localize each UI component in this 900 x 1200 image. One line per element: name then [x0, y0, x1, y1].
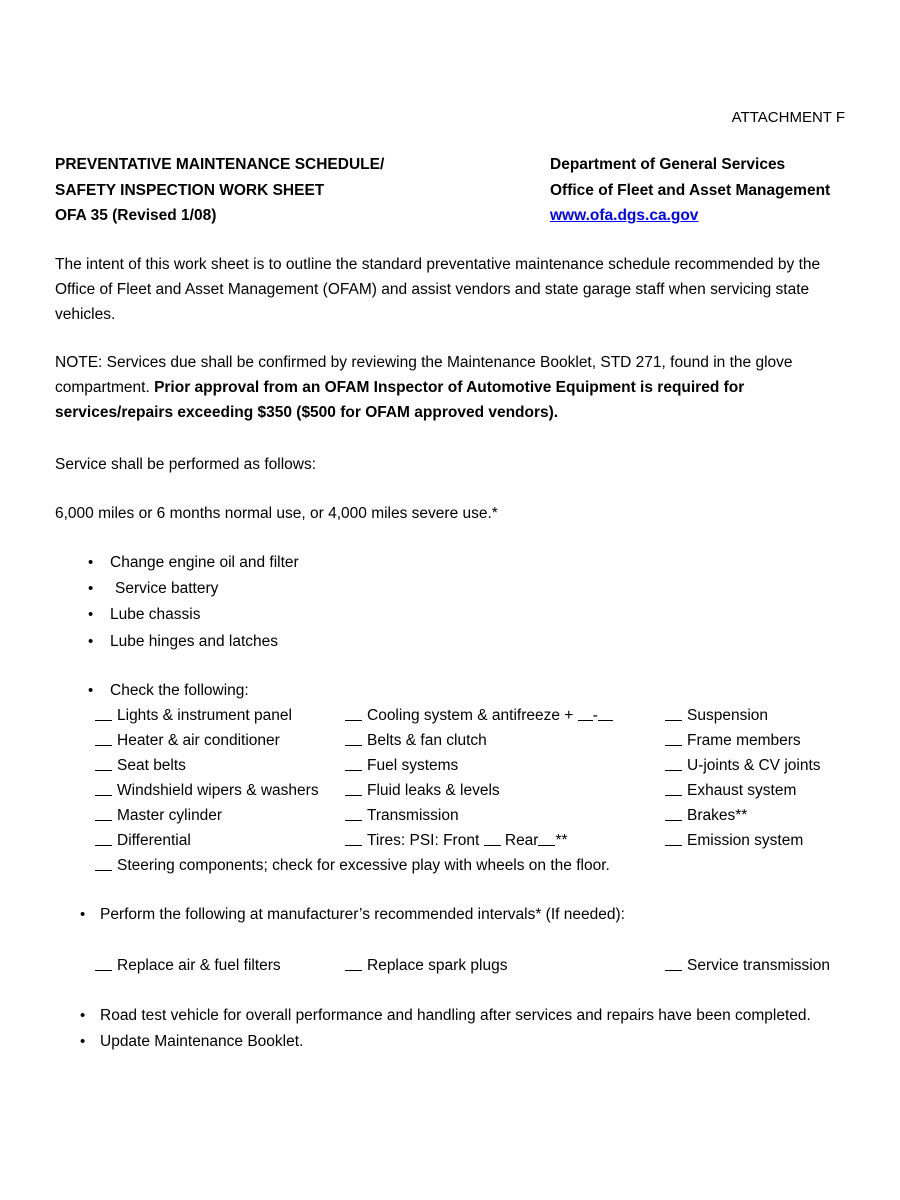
checkbox-blank[interactable] — [665, 733, 682, 746]
checkbox-blank[interactable] — [345, 808, 362, 821]
checklist-item-label: Heater & air conditioner — [117, 732, 280, 750]
checkbox-blank[interactable] — [665, 783, 682, 796]
checklist-item-label: Frame members — [687, 732, 801, 750]
list-item — [55, 550, 845, 576]
checklist-item-label: Differential — [117, 832, 191, 850]
checkbox-blank[interactable] — [95, 708, 112, 721]
bullet-icon: • — [88, 606, 94, 624]
antifreeze-low-blank[interactable] — [578, 708, 593, 721]
checkbox-blank[interactable] — [95, 808, 112, 821]
checklist-item-belts-fan-clutch[interactable] — [345, 728, 487, 753]
tires-footnote-marker: ** — [555, 832, 568, 850]
header-agency-block — [550, 152, 845, 229]
document-form-number: OFA 35 (Revised 1/08) — [55, 207, 217, 224]
closing-bullet-list — [55, 1003, 845, 1055]
checklist-item-label: Seat belts — [117, 757, 186, 775]
checklist-row — [55, 778, 845, 803]
checkbox-blank[interactable] — [665, 833, 682, 846]
check-the-following-heading — [55, 679, 845, 703]
checkbox-blank[interactable] — [345, 958, 362, 971]
note-normal-text: NOTE: Services due shall be confirmed by reviewing the Maintenance Booklet, STD 271, found in the glove compartment. — [55, 354, 793, 396]
list-item — [55, 576, 845, 602]
bullet-icon: • — [88, 554, 94, 571]
list-item — [55, 629, 845, 655]
checkbox-blank[interactable] — [95, 833, 112, 846]
note-bold-text: Prior approval from an OFAM Inspector of Automotive Equipment is required for services/repairs exceeding $350 ($500 for OFAM approved vendors). — [55, 379, 745, 421]
checklist-item-label: Suspension — [687, 707, 769, 724]
list-item — [55, 602, 845, 628]
checklist-item-label: Exhaust system — [687, 782, 797, 800]
checklist-item-fluid-leaks-levels[interactable] — [345, 778, 500, 803]
agency-department-name: Department of General Services — [550, 156, 786, 173]
checklist-row — [55, 828, 845, 853]
checkbox-blank[interactable] — [665, 758, 682, 771]
bullet-icon: • — [80, 1033, 86, 1051]
bullet-icon: • — [88, 682, 94, 699]
checklist-item-label: Brakes** — [687, 807, 748, 825]
checkbox-blank[interactable] — [665, 808, 682, 821]
attachment-label: ATTACHMENT F — [731, 109, 845, 126]
checklist-item-label: Fuel systems — [367, 757, 459, 775]
checkbox-blank[interactable] — [95, 858, 112, 871]
checklist-item-label: U-joints & CV joints — [687, 757, 821, 775]
checkbox-blank[interactable] — [95, 758, 112, 771]
inspection-checklist — [55, 703, 845, 854]
list-item-label: Road test vehicle for overall performance and handling after services and repairs have been completed. — [100, 1007, 811, 1024]
interval-item-service-transmission[interactable] — [665, 953, 830, 978]
interval-item-replace-spark-plugs[interactable] — [345, 953, 507, 978]
checkbox-blank[interactable] — [95, 958, 112, 971]
checkbox-blank[interactable] — [95, 733, 112, 746]
checklist-item-frame-members[interactable] — [665, 728, 801, 753]
checklist-item-label: Windshield wipers & washers — [117, 782, 319, 800]
checklist-row — [55, 753, 845, 778]
list-item-label: Service battery — [115, 580, 219, 598]
checklist-item-seat-belts[interactable] — [95, 753, 186, 778]
list-item-label: Lube chassis — [110, 606, 201, 624]
list-item-label: Update Maintenance Booklet. — [100, 1033, 304, 1051]
perform-heading-label: Perform the following at manufacturer’s recommended intervals* (If needed): — [100, 906, 625, 923]
checklist-row — [55, 803, 845, 828]
checkbox-blank[interactable] — [345, 708, 362, 721]
checklist-item-cooling-system[interactable] — [345, 703, 613, 728]
checklist-item-label: Fluid leaks & levels — [367, 782, 500, 800]
interval-items-row — [55, 953, 845, 979]
checkbox-blank[interactable] — [345, 833, 362, 846]
checklist-item-u-joints-cv-joints[interactable] — [665, 753, 821, 778]
checklist-item-label: Lights & instrument panel — [117, 707, 292, 724]
document-header — [55, 152, 845, 229]
tires-label-prefix: Tires: PSI: Front — [367, 832, 484, 850]
list-item — [55, 1029, 845, 1055]
checkbox-blank[interactable] — [95, 783, 112, 796]
checklist-item-label: Master cylinder — [117, 807, 223, 825]
bullet-icon: • — [88, 632, 94, 650]
checklist-item-windshield-wipers-washers[interactable] — [95, 778, 319, 803]
antifreeze-high-blank[interactable] — [598, 708, 613, 721]
intro-paragraph: The intent of this work sheet is to outline the standard preventative maintenance schedule recommended by the Office of Fleet and Asset Management (OFAM) and assist vendors and state garage staff when servicing state vehicles. — [55, 256, 821, 323]
document-title-line-1: PREVENTATIVE MAINTENANCE SCHEDULE/ — [55, 156, 385, 173]
service-bullet-list — [55, 550, 845, 655]
checklist-item-label: Transmission — [367, 807, 459, 825]
checklist-row — [55, 728, 845, 753]
list-item — [55, 1003, 845, 1029]
checkbox-blank[interactable] — [345, 733, 362, 746]
antifreeze-separator: - — [592, 707, 598, 724]
checklist-item-emission-system[interactable] — [665, 828, 803, 853]
checklist-item-suspension[interactable] — [665, 703, 768, 728]
checklist-item-label: Cooling system & antifreeze + — [367, 707, 578, 724]
checklist-item-label: Emission system — [687, 832, 804, 850]
checklist-row — [55, 703, 845, 728]
list-item-label: Change engine oil and filter — [110, 554, 299, 571]
interval-item-label: Service transmission — [687, 957, 830, 974]
checklist-item-lights-instrument-panel[interactable] — [95, 703, 292, 728]
agency-office-name: Office of Fleet and Asset Management — [550, 181, 831, 199]
tires-rear-psi-blank[interactable] — [538, 833, 555, 846]
interval-item-replace-air-fuel-filters[interactable] — [95, 953, 281, 978]
tires-label-mid: Rear — [500, 832, 539, 850]
checklist-item-exhaust-system[interactable] — [665, 778, 796, 803]
checklist-item-steering-components[interactable] — [95, 853, 610, 878]
checklist-item-transmission[interactable] — [345, 803, 459, 828]
interval-item-label: Replace spark plugs — [367, 957, 508, 974]
checklist-item-brakes[interactable] — [665, 803, 747, 828]
checkbox-blank[interactable] — [665, 958, 682, 971]
checklist-item-label: Steering components; check for excessive play with wheels on the floor. — [117, 857, 610, 874]
bullet-icon: • — [80, 1007, 86, 1024]
check-heading-label: Check the following: — [110, 682, 249, 699]
checklist-item-tires-psi[interactable] — [345, 828, 568, 853]
service-interval-line: 6,000 miles or 6 months normal use, or 4,000 miles severe use.* — [55, 505, 498, 522]
checklist-item-master-cylinder[interactable] — [95, 803, 222, 828]
bullet-icon: • — [88, 580, 94, 598]
checklist-item-heater-air-conditioner[interactable] — [95, 728, 280, 753]
list-item-label: Lube hinges and latches — [110, 632, 279, 650]
document-title-line-2: SAFETY INSPECTION WORK SHEET — [55, 181, 325, 199]
header-title-block — [55, 152, 550, 229]
interval-item-label: Replace air & fuel filters — [117, 957, 281, 974]
note-paragraph — [55, 350, 845, 425]
agency-website-link[interactable]: www.ofa.dgs.ca.gov — [550, 207, 699, 224]
checkbox-blank[interactable] — [345, 758, 362, 771]
bullet-icon: • — [80, 906, 86, 923]
checkbox-blank[interactable] — [665, 708, 682, 721]
checklist-item-fuel-systems[interactable] — [345, 753, 458, 778]
checkbox-blank[interactable] — [345, 783, 362, 796]
perform-intervals-heading — [55, 903, 845, 927]
service-intro-line: Service shall be performed as follows: — [55, 456, 317, 473]
checklist-item-differential[interactable] — [95, 828, 191, 853]
tires-front-psi-blank[interactable] — [484, 833, 501, 846]
checklist-item-label: Belts & fan clutch — [367, 732, 487, 750]
